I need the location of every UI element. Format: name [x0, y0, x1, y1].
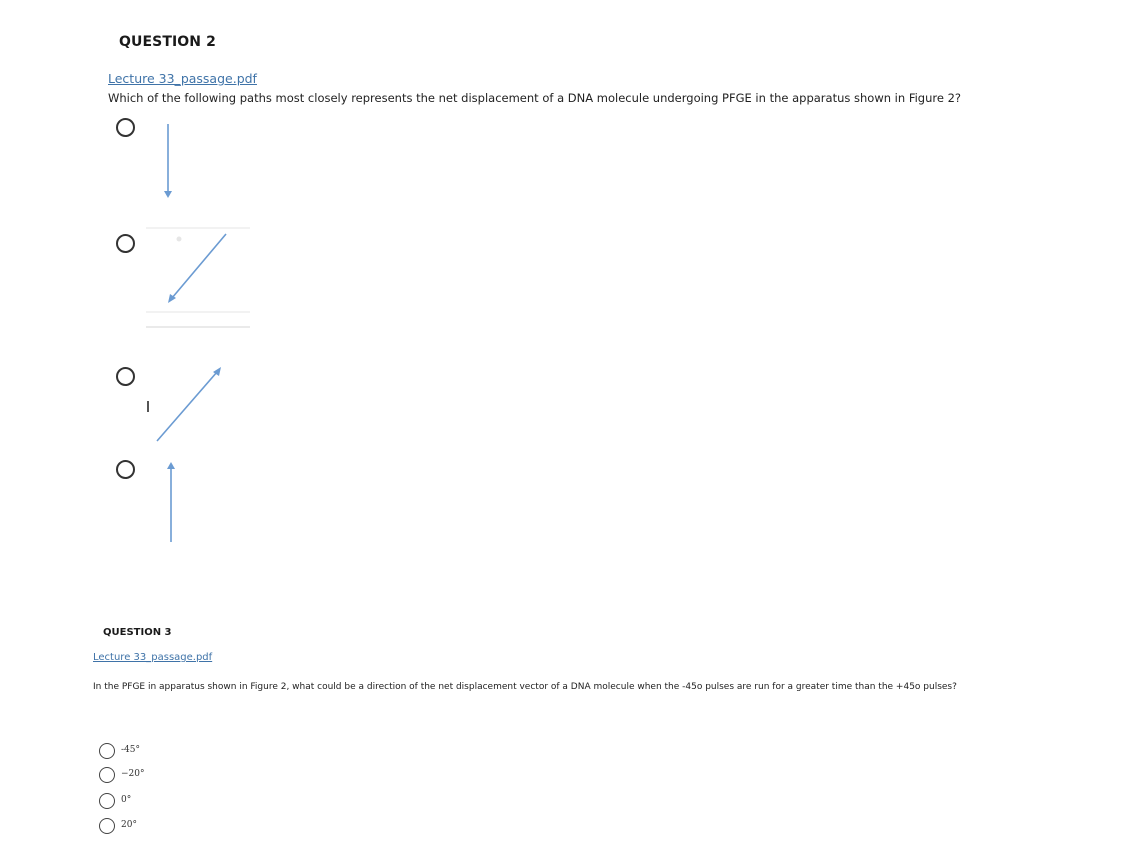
question-3-text: In the PFGE in apparatus shown in Figure 2, what could be a direction of the net displacement vector of a DNA molecule when the -45o pulses are run for a greater time than the +45o pulses? [93, 682, 957, 692]
text-cursor-mark [147, 401, 149, 412]
question-3-passage-link[interactable]: Lecture 33_passage.pdf [93, 652, 213, 663]
arrow-down-icon [150, 118, 190, 202]
q2-option-d-radio[interactable] [116, 460, 135, 479]
q3-option-b-label: −20° [121, 769, 145, 779]
q3-option-a-label: -45° [121, 745, 140, 755]
q3-option-a-radio[interactable] [99, 743, 115, 759]
q3-option-d-radio[interactable] [99, 818, 115, 834]
q3-option-b-radio[interactable] [99, 767, 115, 783]
arrow-down-left-icon [140, 222, 255, 334]
question-2-title: QUESTION 2 [119, 34, 216, 50]
q2-option-a-radio[interactable] [116, 118, 135, 137]
question-3-title: QUESTION 3 [103, 627, 172, 638]
question-2-text: Which of the following paths most closely represents the net displacement of a DNA molecule undergoing PFGE in the apparatus shown in Figure 2? [108, 91, 962, 105]
arrow-up-right-icon [150, 362, 230, 446]
q2-option-b-radio[interactable] [116, 234, 135, 253]
question-2-passage-link[interactable]: Lecture 33_passage.pdf [108, 71, 257, 86]
arrow-up-icon [152, 458, 192, 548]
q3-option-c-radio[interactable] [99, 793, 115, 809]
q3-option-c-label: 0° [121, 795, 132, 805]
q2-option-c-radio[interactable] [116, 367, 135, 386]
q3-option-d-label: 20° [121, 820, 137, 830]
